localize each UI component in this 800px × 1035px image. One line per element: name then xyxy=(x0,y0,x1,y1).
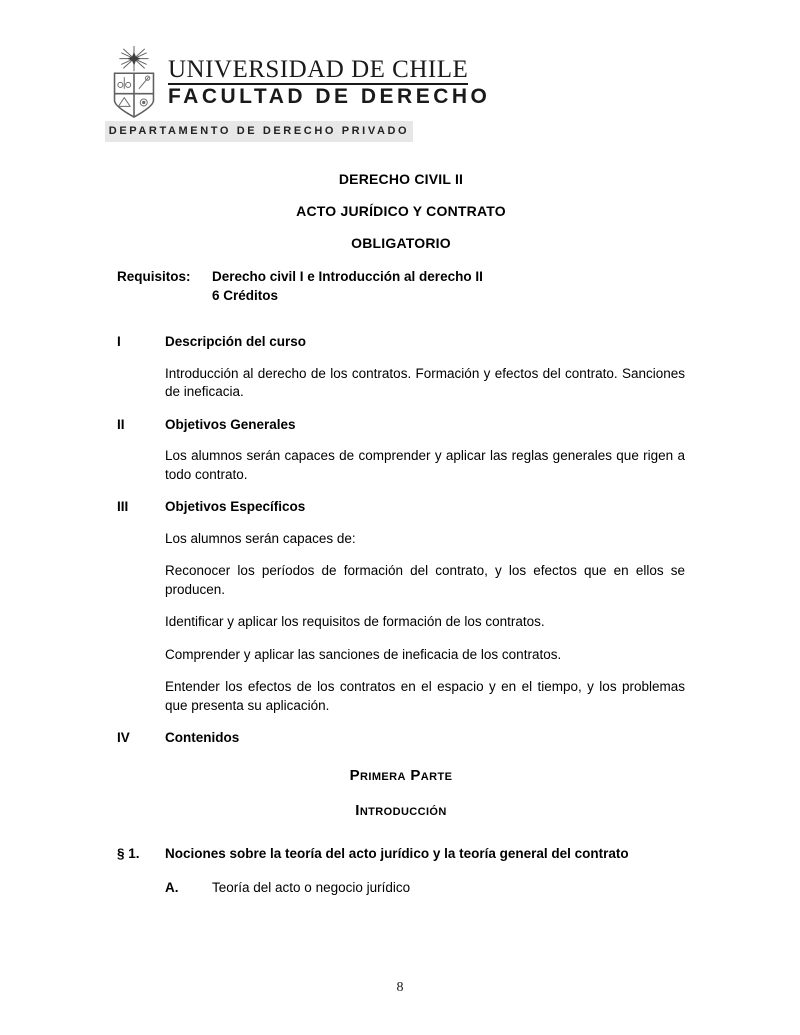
section-title: Objetivos Específicos xyxy=(165,499,306,514)
requirements-block xyxy=(117,268,685,305)
section-number: II xyxy=(117,416,125,432)
paragraph: Entender los efectos de los contratos en el espacio y en el tiempo, y los problemas que presenta su aplicación. xyxy=(165,679,685,713)
subsection-a xyxy=(165,879,685,898)
letterhead xyxy=(105,45,685,142)
section-number: IV xyxy=(117,730,130,745)
section-number: III xyxy=(117,499,129,514)
section-title: Descripción del curso xyxy=(165,334,307,349)
subsection-title: Teoría del acto o negocio jurídico xyxy=(212,880,411,895)
paragraph: Introducción al derecho de los contratos. Formación y efectos del contrato. Sanciones de ineficacia. xyxy=(165,365,685,399)
page-number: 8 xyxy=(396,979,404,995)
paragraph-1-number: § 1. xyxy=(117,845,140,861)
paragraph: Los alumnos serán capaces de: xyxy=(165,530,356,546)
part-heading-primera-parte: Primera Parte xyxy=(349,766,453,784)
credits-value: 6 Créditos xyxy=(212,287,279,303)
university-name: UNIVERSIDAD DE CHILE xyxy=(168,56,469,83)
section-title: Objetivos Generales xyxy=(165,416,296,432)
requirements-value: Derecho civil I e Introducción al derecho II xyxy=(212,269,483,284)
course-type: OBLIGATORIO xyxy=(351,235,451,251)
universidad-de-chile-crest-icon xyxy=(105,45,163,119)
section-descripcion xyxy=(117,333,685,402)
department-banner: DEPARTAMENTO DE DERECHO PRIVADO xyxy=(105,121,413,142)
paragraph: Comprender y aplicar las sanciones de ineficacia de los contratos. xyxy=(165,646,562,662)
requirements-label: Requisitos: xyxy=(117,269,191,284)
course-title-block xyxy=(117,172,685,250)
course-name: DERECHO CIVIL II xyxy=(338,171,464,187)
subsection-letter: A. xyxy=(165,880,179,895)
section-number: I xyxy=(117,334,121,349)
part-heading-introduccion: Introducción xyxy=(355,801,447,819)
paragraph: Identificar y aplicar los requisitos de formación de los contratos. xyxy=(165,614,545,629)
paragraph: Reconocer los períodos de formación del contrato, y los efectos que en ellos se producen. xyxy=(165,563,685,597)
paragraph-1-heading xyxy=(117,845,685,864)
section-objetivos-especificos xyxy=(117,498,685,715)
faculty-name: FACULTAD DE DERECHO xyxy=(168,85,491,108)
section-objetivos-generales xyxy=(117,416,685,485)
section-title: Contenidos xyxy=(165,730,240,745)
paragraph: Los alumnos serán capaces de comprender y aplicar las reglas generales que rigen a todo contrato. xyxy=(165,448,685,482)
course-subject: ACTO JURÍDICO Y CONTRATO xyxy=(296,203,506,219)
section-contenidos xyxy=(117,729,685,748)
paragraph-1-title: Nociones sobre la teoría del acto jurídico y la teoría general del contrato xyxy=(165,845,629,861)
